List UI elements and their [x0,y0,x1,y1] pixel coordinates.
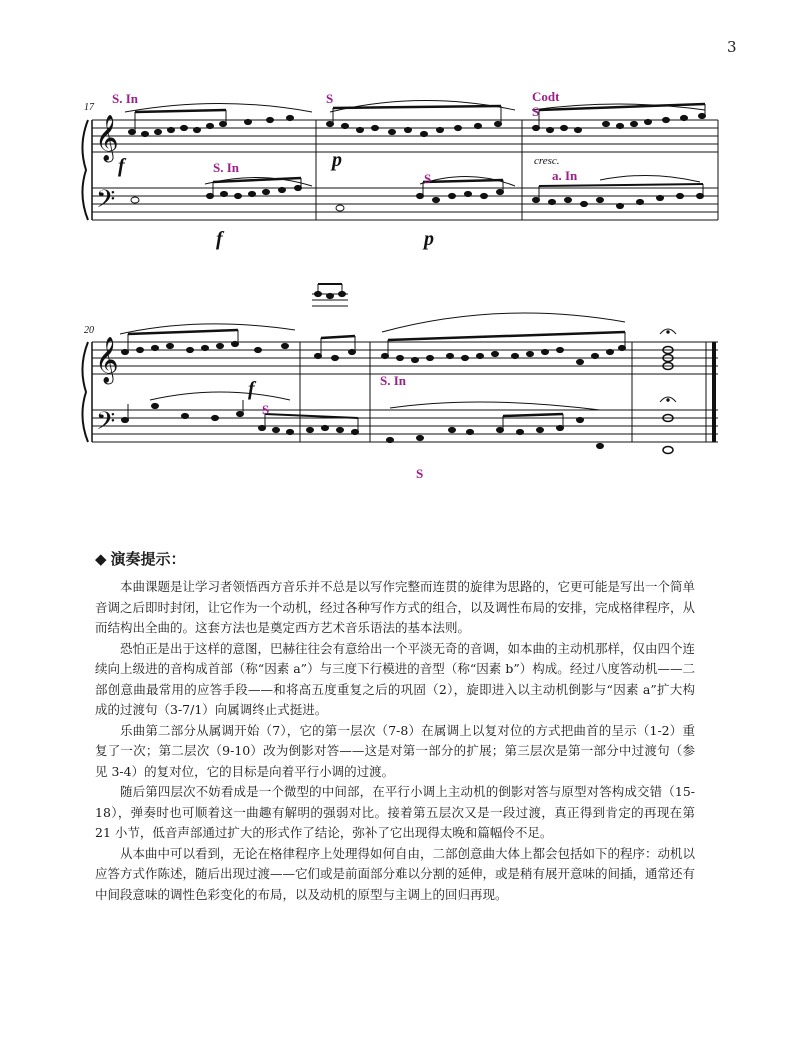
bass-clef-icon: 𝄢 [96,407,116,442]
system-2-treble-notes [122,284,674,370]
tips-title [95,548,695,569]
dynamic-forte: f [216,228,223,250]
dynamic-forte: f [118,155,125,177]
tips-paragraph: 恐怕正是出于这样的意图，巴赫往往会有意给出一个平淡无奇的音调，如本曲的主动机那样，仅由四个连续向上级进的音构成首部（称“因素 a”）与三度下行模进的音型（称“因素 b”）构成。经过八度答动机——二部创意曲最常用的应答手段——和将高五度重复之后的巩固（2），旋即进入以主动机倒影与“因素 a”扩大构成的过渡句（3-7/1）向属调终止式挺进。 [95,640,696,717]
form-label-s: S [262,402,270,417]
music-score [0,0,800,500]
measure-number: 20 [84,325,94,336]
system-2-staff-lines [92,342,718,442]
form-label-codetta: Codt [532,89,560,104]
treble-clef-icon: 𝄞 [95,115,119,161]
treble-clef-icon: 𝄞 [95,337,119,383]
form-label-s: S [416,466,424,481]
slur [600,175,700,182]
form-label-s: S [424,171,432,186]
dynamic-piano: p [332,149,342,171]
tips-paragraph: 乐曲第二部分从属调开始（7），它的第一层次（7-8）在属调上以复对位的方式把曲首的呈示（1-2）重复了一次；第二层次（9-10）改为倒影对答——这是对第一部分的扩展；第三层次是第一部分中过渡句（参见 3-4）的复对位，它的目标是向着平行小调的过渡。 [95,722,695,779]
performance-tips [95,548,695,905]
system-1-barlines [92,120,718,220]
tips-paragraph: 本曲课题是让学习者领悟西方音乐并不总是以写作完整而连贯的旋律为思路的，它更可能是写出一个简单音调之后即时封闭，让它作为一个动机，经过各种写作方式的组合，以及调性布局的安排，完成格律程序，从而结构出全曲的。这套方法也是奠定西方艺术音乐语法的基本法则。 [95,579,696,635]
form-label-s: S [326,91,334,106]
system-2-brace [82,342,88,442]
system-1-bass-notes [131,178,704,211]
dynamic-piano: p [424,228,434,250]
tips-paragraph: 随后第四层次不妨看成是一个微型的中间部，在平行小调上主动机的倒影对答与原型对答构成交错（15-18），弹奏时也可顺着这一曲趣有解明的强弱对比。接着第五层次又是一段过渡，真正得到肯定的再现在第 21 小节，低音声部通过扩大的形式作了结论，弥补了它出现得太晚和篇幅伶不足。 [95,784,695,840]
dynamic-forte: f [248,378,255,400]
slur [150,392,290,400]
slur [390,402,600,410]
system-1-staff-lines [92,120,718,220]
tips-paragraph: 从本曲中可以看到，无论在格律程序上处理得如何自由，二部创意曲大体上都会包括如下的程序：动机以应答方式作陈述，随后出现过渡——它们或是前面部分难以分割的延伸，或是稍有展开意味的间插，通常还有中间段意味的调性色彩变化的布局，以及动机的原型与主调上的回归再现。 [95,845,696,902]
diamond-bullet-icon: ◆ [95,550,107,568]
system-1-brace [82,120,88,220]
form-label-a-in: a. In [552,168,578,183]
form-label-s-in: S. In [213,160,240,175]
tips-title-text: 演奏提示： [110,550,186,568]
page-number: 3 [727,38,737,56]
form-label-s-in: S. In [112,91,139,106]
bass-clef-icon: 𝄢 [96,185,116,220]
slur [382,313,625,332]
form-label-s-in: S. In [380,373,407,388]
measure-number: 17 [84,102,94,113]
dynamic-crescendo: cresc. [534,155,560,167]
form-label-s: S [532,104,540,119]
